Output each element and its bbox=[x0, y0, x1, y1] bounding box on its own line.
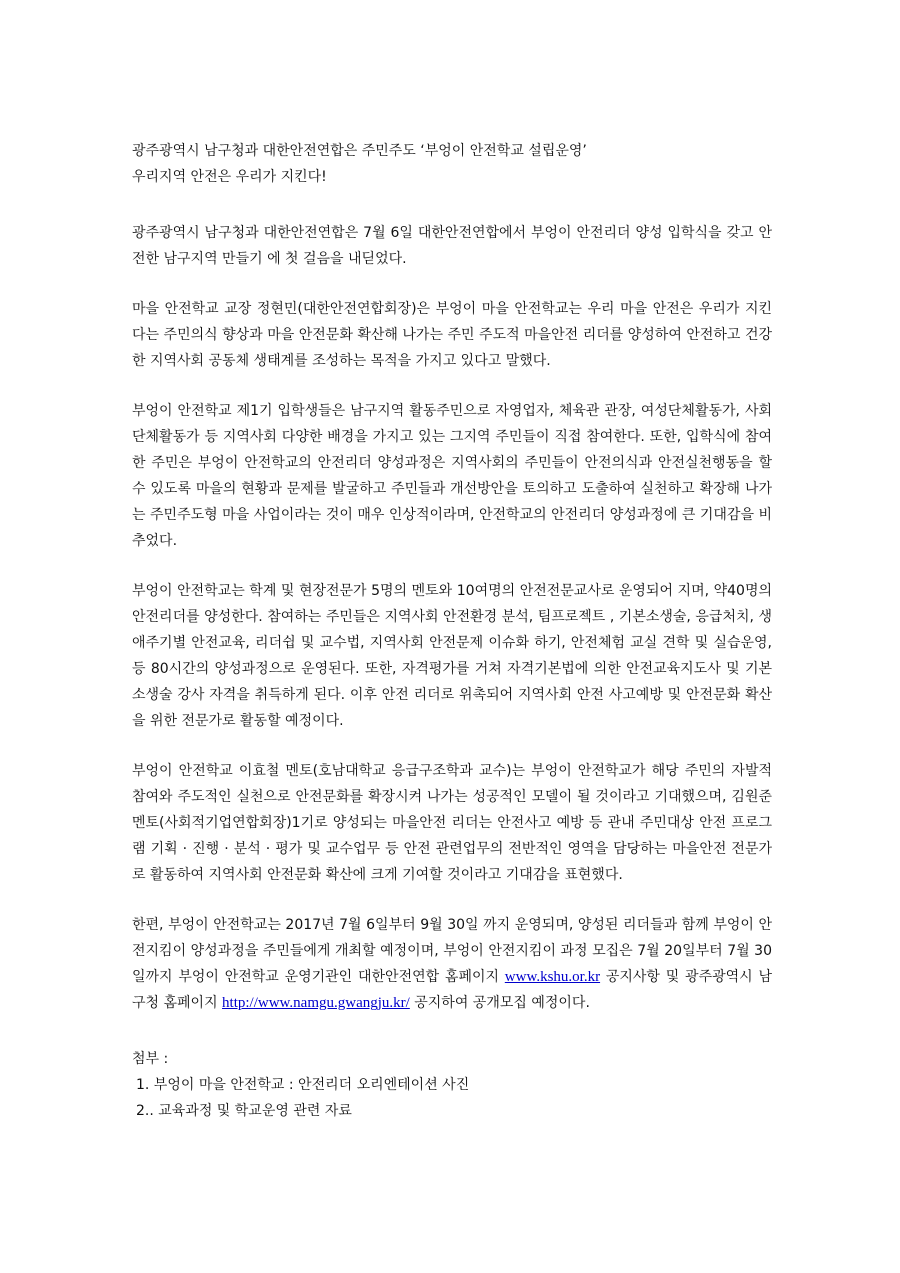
schedule-text-after: 공지하여 공개모집 예정이다. bbox=[409, 995, 590, 1011]
paragraph-first-class: 부엉이 안전학교 제1기 입학생들은 남구지역 활동주민으로 자영업자, 체육관 관장, 여성단체활동가, 사회단체활동가 등 지역사회 다양한 배경을 가지고 있는 그지역 주민들이 직접 참여한다. 또한, 입학식에 참여한 주민은 부엉이 안전학교의 안전리더 양성과정은 지역사회의 주민들이 안전의식과 안전실천행동을 할 수 있도록 마을의 현황과 문제를 발굴하고 주민들과 개선방안을 토의하고 도출하여 실천하고 확장해 나가는 주민주도형 마을 사업이라는 것이 매우 인상적이라며, 안전학교의 안전리더 양성과정에 큰 기대감을 비추었다. bbox=[132, 403, 772, 549]
document-subtitle: 우리지역 안전은 우리가 지킨다! bbox=[132, 169, 327, 185]
schedule-text-middle: 공지사항 및 광주광역시 남구청 홈페이지 bbox=[132, 969, 772, 1011]
paragraph-mentor-comments: 부엉이 안전학교 이효철 멘토(호남대학교 응급구조학과 교수)는 부엉이 안전학교가 해당 주민의 자발적 참여와 주도적인 실천으로 안전문화를 확장시켜 나가는 성공적인 모델이 될 것이라고 기대했으며, 김원준 멘토(사회적기업연합회장)1기로 양성되는 마을안전 리더는 안전사고 예방 등 관내 주민대상 안전 프로그램 기획 · 진행 · 분석 · 평가 및 교수업무 등 안전 관련업무의 전반적인 영역을 담당하는 마을안전 전문가로 활동하여 지역사회 안전문화 확산에 크게 기여할 것이라고 기대감을 표현했다. bbox=[132, 763, 772, 883]
paragraph-schedule bbox=[132, 912, 772, 1016]
attachments-label: 첨부 : bbox=[132, 1051, 169, 1067]
paragraph-intro: 광주광역시 남구청과 대한안전연합은 7월 6일 대한안전연합에서 부엉이 안전리더 양성 입학식을 갖고 안전한 남구지역 만들기 에 첫 걸음을 내딛었다. bbox=[132, 225, 772, 267]
document-page bbox=[132, 138, 772, 1124]
kshu-link[interactable]: www.kshu.or.kr bbox=[504, 969, 601, 985]
attachment-item-materials: 2.. 교육과정 및 학교운영 관련 자료 bbox=[136, 1103, 352, 1119]
attachment-item-photos: 1. 부엉이 마을 안전학교 : 안전리더 오리엔테이션 사진 bbox=[136, 1077, 470, 1093]
namgu-link[interactable]: http://www.namgu.gwangju.kr/ bbox=[222, 995, 410, 1011]
paragraph-curriculum: 부엉이 안전학교는 학계 및 현장전문가 5명의 멘토와 10여명의 안전전문교사로 운영되어 지며, 약40명의 안전리더를 양성한다. 참여하는 주민들은 지역사회 안전환경 분석, 팀프로젝트 , 기본소생술, 응급처치, 생애주기별 안전교육, 리더쉽 및 교수법, 지역사회 안전문제 이슈화 하기, 안전체험 교실 견학 및 실습운영, 등 80시간의 양성과정으로 운영된다. 또한, 자격평가를 거쳐 자격기본법에 의한 안전교육지도사 및 기본소생술 강사 자격을 취득하게 된다. 이후 안전 리더로 위촉되어 지역사회 안전 사고예방 및 안전문화 확산을 위한 전문가로 활동할 예정이다. bbox=[132, 583, 772, 729]
schedule-text-before: 한편, 부엉이 안전학교는 2017년 7월 6일부터 9월 30일 까지 운영되며, 양성된 리더들과 함께 부엉이 안전지킴이 양성과정을 주민들에게 개최할 예정이며, 부엉이 안전지킴이 과정 모집은 7월 20일부터 7월 30일까지 부엉이 안전학교 운영기관인 대한안전연합 홈페이지 bbox=[132, 917, 772, 985]
document-title: 광주광역시 남구청과 대한안전연합은 주민주도 ‘부엉이 안전학교 설립운영’ bbox=[132, 143, 587, 159]
paragraph-principal-quote: 마을 안전학교 교장 정현민(대한안전연합회장)은 부엉이 마을 안전학교는 우리 마을 안전은 우리가 지킨다는 주민의식 향상과 마을 안전문화 확산해 나가는 주민 주도적 마을안전 리더를 양성하여 안전하고 건강한 지역사회 공동체 생태계를 조성하는 목적을 가지고 있다고 말했다. bbox=[132, 301, 772, 369]
